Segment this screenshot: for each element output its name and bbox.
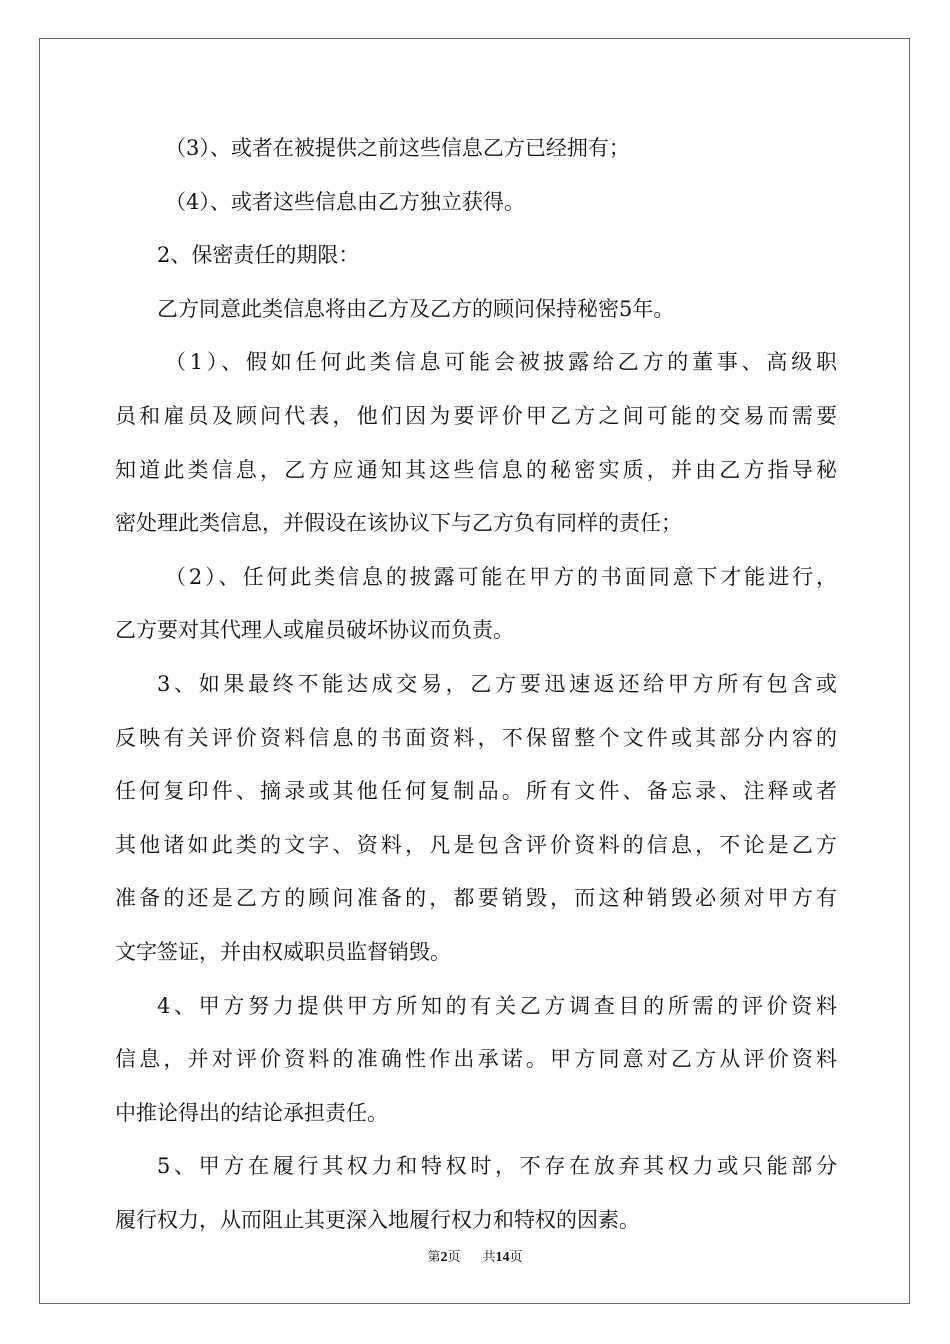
- section-heading-confidentiality-term: 2、保密责任的期限：: [157, 243, 360, 268]
- paragraph-confidentiality-period: 乙方同意此类信息将由乙方及乙方的顾问保持秘密5年。: [157, 296, 675, 321]
- total-suffix: 页: [509, 1250, 523, 1265]
- paragraph-section-5-line: 5、甲方在履行其权力和特权时，不存在放弃其权力或只能部分: [157, 1154, 837, 1179]
- paragraph-item-4: （4）、或者这些信息由乙方独立获得。: [165, 189, 525, 214]
- paragraph-section-3-line: 准备的还是乙方的顾问准备的，都要销毁，而这种销毁必须对甲方有: [115, 886, 837, 911]
- paragraph-clause-1-line: （1）、假如任何此类信息可能会被披露给乙方的董事、高级职: [165, 350, 837, 375]
- paragraph-item-3: （3）、或者在被提供之前这些信息乙方已经拥有；: [165, 136, 630, 160]
- paragraph-section-5-line: 履行权力，从而阻止其更深入地履行权力和特权的因素。: [115, 1207, 640, 1232]
- paragraph-clause-1-line: 密处理此类信息，并假设在该协议下与乙方负有同样的责任；: [115, 511, 682, 536]
- page-suffix: 页: [447, 1250, 461, 1265]
- paragraph-clause-1-line: 员和雇员及顾问代表，他们因为要评价甲乙方之间可能的交易而需要: [115, 403, 837, 428]
- paragraph-section-3-line: 任何复印件、摘录或其他任何复制品。所有文件、备忘录、注释或者: [115, 779, 837, 804]
- paragraph-section-4-line: 4、甲方努力提供甲方所知的有关乙方调查目的所需的评价资料: [157, 993, 837, 1018]
- total-pages-label: [483, 1246, 523, 1266]
- page-footer: [0, 1246, 950, 1266]
- paragraph-clause-2-line: 乙方要对其代理人或雇员破坏协议而负责。: [115, 618, 514, 643]
- current-page-number: 2: [440, 1250, 448, 1265]
- page-prefix: 第: [427, 1250, 441, 1265]
- paragraph-section-3-line: 其他诸如此类的文字、资料，凡是包含评价资料的信息，不论是乙方: [115, 832, 837, 857]
- page-number-label: [427, 1246, 460, 1266]
- paragraph-section-3-line: 3、如果最终不能达成交易，乙方要迅速返还给甲方所有包含或: [157, 671, 837, 696]
- paragraph-clause-1-line: 知道此类信息，乙方应通知其这些信息的秘密实质，并由乙方指导秘: [115, 457, 837, 482]
- total-prefix: 共: [482, 1250, 496, 1265]
- paragraph-section-4-line: 中推论得出的结论承担责任。: [115, 1100, 388, 1125]
- total-pages-number: 14: [495, 1250, 510, 1265]
- paragraph-section-3-line: 文字签证，并由权威职员监督销毁。: [115, 939, 451, 964]
- document-body: [115, 122, 837, 1247]
- paragraph-section-4-line: 信息，并对评价资料的准确性作出承诺。甲方同意对乙方从评价资料: [115, 1047, 837, 1072]
- paragraph-section-3-line: 反映有关评价资料信息的书面资料，不保留整个文件或其部分内容的: [115, 725, 837, 750]
- paragraph-clause-2-line: （2）、任何此类信息的披露可能在甲方的书面同意下才能进行，: [165, 564, 837, 589]
